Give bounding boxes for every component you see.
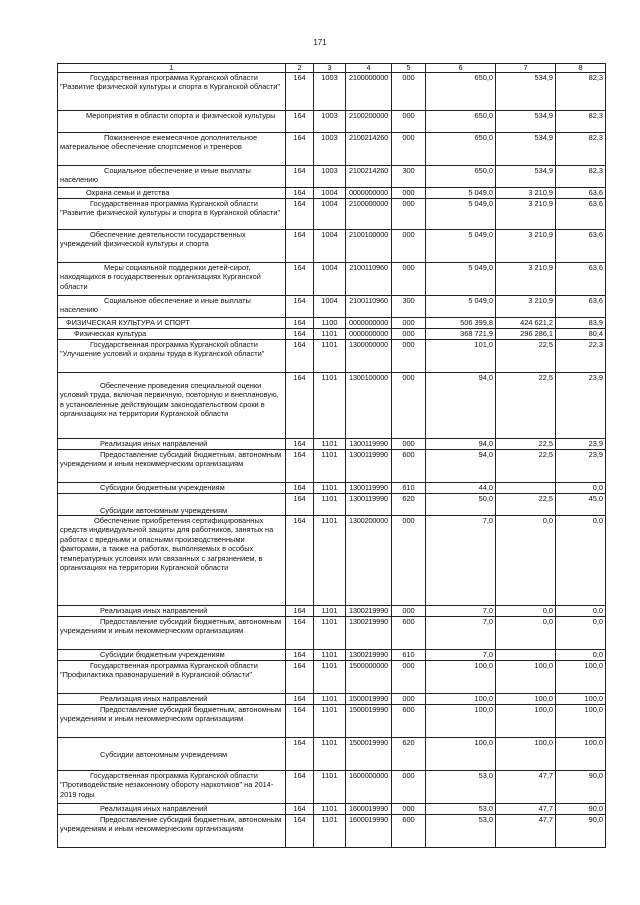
- row-name-text: Охрана семьи и детства: [86, 188, 170, 197]
- expense-type-cell: 000: [392, 439, 426, 450]
- actual-value-cell: 534,9: [496, 166, 556, 188]
- actual-value-cell: 47,7: [496, 804, 556, 815]
- target-article-cell: 1300219990: [346, 606, 392, 617]
- target-article-cell: 1600019990: [346, 804, 392, 815]
- planned-value-cell: 5 049,0: [426, 188, 496, 199]
- actual-value-cell: 22,5: [496, 439, 556, 450]
- table-row: [58, 188, 606, 199]
- actual-value-cell: 296 286,1: [496, 329, 556, 340]
- planned-value-cell: 100,0: [426, 694, 496, 705]
- row-name-cell: [58, 439, 286, 450]
- section-code-cell: 1101: [314, 516, 346, 606]
- row-name-text: Предоставление субсидий бюджетным, автономным учреждениям и иным некоммерческим организациям: [60, 450, 282, 469]
- actual-value-cell: 0,0: [496, 617, 556, 650]
- row-name-text: Обеспечение проведения специальной оценки условий труда, включая первичную, повторную и внеплановую, в установленные действующим законодательством сроки в организациях на территории Курганской области: [60, 381, 279, 419]
- row-name-cell: [58, 771, 286, 804]
- row-name-text: ФИЗИЧЕСКАЯ КУЛЬТУРА И СПОРТ: [66, 318, 190, 327]
- row-name-text: Реализация иных направлений: [100, 439, 208, 448]
- planned-value-cell: 50,0: [426, 494, 496, 516]
- admin-code-cell: 164: [286, 804, 314, 815]
- expense-type-cell: 000: [392, 73, 426, 111]
- row-name-cell: [58, 483, 286, 494]
- expense-type-cell: 000: [392, 661, 426, 694]
- section-code-cell: 1003: [314, 111, 346, 133]
- row-name-text: Обеспечение приобретения сертифицированных средств индивидуальной защиты для работников, занятых на работах с вредными и опасными производственными факторами, а также на работах, выполняемых в особых температурных условиях или связанных с загрязнением, в организациях на территории Курганской области: [60, 516, 274, 573]
- admin-code-cell: 164: [286, 263, 314, 296]
- percent-cell: 23,9: [556, 450, 606, 483]
- row-name-text: Мероприятия в области спорта и физической культуры: [86, 111, 276, 120]
- table-row: [58, 738, 606, 771]
- row-name-cell: [58, 188, 286, 199]
- section-code-cell: 1101: [314, 771, 346, 804]
- expense-type-cell: 000: [392, 199, 426, 230]
- target-article-cell: 1500019990: [346, 705, 392, 738]
- percent-cell: 82,3: [556, 111, 606, 133]
- expense-type-cell: 000: [392, 188, 426, 199]
- row-name-text: Реализация иных направлений: [100, 694, 208, 703]
- header-cell: 8: [556, 64, 606, 73]
- row-name-text: Реализация иных направлений: [100, 606, 208, 615]
- section-code-cell: 1101: [314, 694, 346, 705]
- row-name-cell: [58, 373, 286, 439]
- actual-value-cell: 534,9: [496, 133, 556, 166]
- section-code-cell: 1004: [314, 199, 346, 230]
- row-name-cell: [58, 199, 286, 230]
- expense-type-cell: 000: [392, 230, 426, 263]
- section-code-cell: 1101: [314, 494, 346, 516]
- percent-cell: 63,6: [556, 230, 606, 263]
- actual-value-cell: 47,7: [496, 771, 556, 804]
- table-row: [58, 617, 606, 650]
- percent-cell: 82,3: [556, 166, 606, 188]
- planned-value-cell: 94,0: [426, 439, 496, 450]
- row-name-cell: [58, 450, 286, 483]
- target-article-cell: 2100000000: [346, 73, 392, 111]
- table-row: [58, 73, 606, 111]
- planned-value-cell: 7,0: [426, 606, 496, 617]
- header-cell: 2: [286, 64, 314, 73]
- section-code-cell: 1101: [314, 329, 346, 340]
- table-row: [58, 694, 606, 705]
- row-name-text: Государственная программа Курганской области "Противодействие незаконному обороту наркотиков" на 2014-2019 годы: [60, 771, 274, 799]
- planned-value-cell: 7,0: [426, 617, 496, 650]
- percent-cell: 90,0: [556, 804, 606, 815]
- table-row: [58, 494, 606, 516]
- target-article-cell: 1300100000: [346, 373, 392, 439]
- target-article-cell: 2100110960: [346, 263, 392, 296]
- admin-code-cell: 164: [286, 694, 314, 705]
- row-name-cell: [58, 133, 286, 166]
- admin-code-cell: 164: [286, 133, 314, 166]
- planned-value-cell: 7,0: [426, 650, 496, 661]
- admin-code-cell: 164: [286, 439, 314, 450]
- table-header: [58, 64, 606, 73]
- planned-value-cell: 53,0: [426, 771, 496, 804]
- actual-value-cell: 47,7: [496, 815, 556, 848]
- target-article-cell: 1600000000: [346, 771, 392, 804]
- actual-value-cell: [496, 650, 556, 661]
- actual-value-cell: 22,5: [496, 340, 556, 373]
- target-article-cell: 1300119990: [346, 439, 392, 450]
- section-code-cell: 1101: [314, 606, 346, 617]
- planned-value-cell: 100,0: [426, 738, 496, 771]
- table-row: [58, 199, 606, 230]
- section-code-cell: 1101: [314, 738, 346, 771]
- expense-type-cell: 000: [392, 771, 426, 804]
- row-name-text: Социальное обеспечение и иные выплаты населению: [60, 166, 251, 185]
- header-cell: 3: [314, 64, 346, 73]
- expense-type-cell: 000: [392, 263, 426, 296]
- admin-code-cell: 164: [286, 188, 314, 199]
- section-code-cell: 1101: [314, 815, 346, 848]
- expense-type-cell: 600: [392, 705, 426, 738]
- target-article-cell: 1300119990: [346, 494, 392, 516]
- row-name-cell: [58, 166, 286, 188]
- table-row: [58, 111, 606, 133]
- table-row: [58, 516, 606, 606]
- actual-value-cell: 0,0: [496, 606, 556, 617]
- target-article-cell: 2100200000: [346, 111, 392, 133]
- percent-cell: 63,6: [556, 188, 606, 199]
- percent-cell: 82,3: [556, 133, 606, 166]
- expense-type-cell: 000: [392, 318, 426, 329]
- actual-value-cell: 3 210,9: [496, 296, 556, 318]
- section-code-cell: 1101: [314, 450, 346, 483]
- section-code-cell: 1101: [314, 804, 346, 815]
- percent-cell: 83,9: [556, 318, 606, 329]
- planned-value-cell: 100,0: [426, 705, 496, 738]
- planned-value-cell: 100,0: [426, 661, 496, 694]
- admin-code-cell: 164: [286, 450, 314, 483]
- target-article-cell: 2100214260: [346, 166, 392, 188]
- target-article-cell: 2100110960: [346, 296, 392, 318]
- expense-type-cell: 610: [392, 483, 426, 494]
- table-row: [58, 439, 606, 450]
- planned-value-cell: 650,0: [426, 111, 496, 133]
- section-code-cell: 1101: [314, 340, 346, 373]
- row-name-cell: [58, 263, 286, 296]
- header-cell: 7: [496, 64, 556, 73]
- percent-cell: 82,3: [556, 73, 606, 111]
- actual-value-cell: 3 210,9: [496, 263, 556, 296]
- table-row: [58, 230, 606, 263]
- section-code-cell: 1003: [314, 133, 346, 166]
- planned-value-cell: 650,0: [426, 73, 496, 111]
- table-row: [58, 661, 606, 694]
- section-code-cell: 1101: [314, 373, 346, 439]
- target-article-cell: 0000000000: [346, 188, 392, 199]
- actual-value-cell: 3 210,9: [496, 188, 556, 199]
- section-code-cell: 1004: [314, 230, 346, 263]
- planned-value-cell: 7,0: [426, 516, 496, 606]
- admin-code-cell: 164: [286, 494, 314, 516]
- row-name-text: Субсидии бюджетным учреждениям: [100, 483, 225, 492]
- section-code-cell: 1003: [314, 166, 346, 188]
- table-row: [58, 815, 606, 848]
- admin-code-cell: 164: [286, 483, 314, 494]
- table-row: [58, 166, 606, 188]
- row-name-cell: [58, 650, 286, 661]
- expense-type-cell: 000: [392, 111, 426, 133]
- actual-value-cell: 22,5: [496, 494, 556, 516]
- header-cell: 6: [426, 64, 496, 73]
- target-article-cell: 0000000000: [346, 318, 392, 329]
- target-article-cell: 0000000000: [346, 329, 392, 340]
- planned-value-cell: 5 049,0: [426, 199, 496, 230]
- table-row: [58, 340, 606, 373]
- table-row: [58, 771, 606, 804]
- section-code-cell: 1004: [314, 188, 346, 199]
- admin-code-cell: 164: [286, 318, 314, 329]
- actual-value-cell: 100,0: [496, 738, 556, 771]
- planned-value-cell: 650,0: [426, 166, 496, 188]
- target-article-cell: 2100100000: [346, 230, 392, 263]
- percent-cell: 0,0: [556, 617, 606, 650]
- admin-code-cell: 164: [286, 516, 314, 606]
- admin-code-cell: 164: [286, 373, 314, 439]
- expense-type-cell: 000: [392, 516, 426, 606]
- expense-type-cell: 000: [392, 694, 426, 705]
- section-code-cell: 1101: [314, 483, 346, 494]
- planned-value-cell: 368 721,9: [426, 329, 496, 340]
- table-row: [58, 296, 606, 318]
- row-name-cell: [58, 606, 286, 617]
- actual-value-cell: [496, 483, 556, 494]
- percent-cell: 90,0: [556, 771, 606, 804]
- row-name-cell: [58, 815, 286, 848]
- row-name-text: Государственная программа Курганской области "Профилактика правонарушений в Курганской области": [60, 661, 258, 680]
- admin-code-cell: 164: [286, 166, 314, 188]
- expense-type-cell: 000: [392, 804, 426, 815]
- section-code-cell: 1101: [314, 650, 346, 661]
- expense-type-cell: 620: [392, 738, 426, 771]
- row-name-text: Предоставление субсидий бюджетным, автономным учреждениям и иным некоммерческим организациям: [60, 705, 282, 724]
- target-article-cell: 2100000000: [346, 199, 392, 230]
- percent-cell: 100,0: [556, 694, 606, 705]
- actual-value-cell: 22,5: [496, 373, 556, 439]
- percent-cell: 0,0: [556, 650, 606, 661]
- target-article-cell: 2100214260: [346, 133, 392, 166]
- table-body: [58, 73, 606, 848]
- planned-value-cell: 5 049,0: [426, 230, 496, 263]
- percent-cell: 45,0: [556, 494, 606, 516]
- row-name-cell: [58, 738, 286, 771]
- row-name-cell: [58, 694, 286, 705]
- row-name-text: Физическая культура: [74, 329, 147, 338]
- row-name-text: Субсидии бюджетным учреждениям: [100, 650, 225, 659]
- percent-cell: 100,0: [556, 705, 606, 738]
- row-name-cell: [58, 318, 286, 329]
- table-row: [58, 650, 606, 661]
- percent-cell: 63,6: [556, 263, 606, 296]
- row-name-text: Предоставление субсидий бюджетным, автономным учреждениям и иным некоммерческим организациям: [60, 617, 282, 636]
- expense-type-cell: 000: [392, 329, 426, 340]
- table-row: [58, 133, 606, 166]
- expense-type-cell: 000: [392, 373, 426, 439]
- admin-code-cell: 164: [286, 650, 314, 661]
- row-name-cell: [58, 705, 286, 738]
- target-article-cell: 1500019990: [346, 694, 392, 705]
- planned-value-cell: 650,0: [426, 133, 496, 166]
- percent-cell: 90,0: [556, 815, 606, 848]
- header-cell: 5: [392, 64, 426, 73]
- row-name-text: Государственная программа Курганской области "Улучшение условий и охраны труда в Курганской области": [60, 340, 265, 359]
- percent-cell: 0,0: [556, 516, 606, 606]
- actual-value-cell: 0,0: [496, 516, 556, 606]
- admin-code-cell: 164: [286, 111, 314, 133]
- target-article-cell: 1600019990: [346, 815, 392, 848]
- target-article-cell: 1500019990: [346, 738, 392, 771]
- planned-value-cell: 94,0: [426, 373, 496, 439]
- admin-code-cell: 164: [286, 296, 314, 318]
- section-code-cell: 1101: [314, 705, 346, 738]
- percent-cell: 22,3: [556, 340, 606, 373]
- section-code-cell: 1004: [314, 296, 346, 318]
- percent-cell: 23,9: [556, 439, 606, 450]
- admin-code-cell: 164: [286, 199, 314, 230]
- actual-value-cell: 424 621,2: [496, 318, 556, 329]
- target-article-cell: 1300119990: [346, 483, 392, 494]
- row-name-cell: [58, 111, 286, 133]
- expense-type-cell: 300: [392, 296, 426, 318]
- section-code-cell: 1101: [314, 661, 346, 694]
- expense-type-cell: 000: [392, 133, 426, 166]
- table-row: [58, 705, 606, 738]
- row-name-text: Субсидии автономным учреждениям: [100, 505, 228, 515]
- percent-cell: 63,6: [556, 296, 606, 318]
- actual-value-cell: 534,9: [496, 73, 556, 111]
- actual-value-cell: 534,9: [496, 111, 556, 133]
- row-name-cell: [58, 230, 286, 263]
- table-row: [58, 318, 606, 329]
- expense-type-cell: 300: [392, 166, 426, 188]
- admin-code-cell: 164: [286, 340, 314, 373]
- row-name-text: Государственная программа Курганской области "Развитие физической культуры и спорта в Курганской области": [60, 199, 281, 218]
- expense-type-cell: 000: [392, 606, 426, 617]
- row-name-text: Государственная программа Курганской области "Развитие физической культуры и спорта в Курганской области": [60, 73, 281, 92]
- row-name-text: Предоставление субсидий бюджетным, автономным учреждениям и иным некоммерческим организациям: [60, 815, 282, 834]
- table-row: [58, 373, 606, 439]
- planned-value-cell: 53,0: [426, 804, 496, 815]
- admin-code-cell: 164: [286, 771, 314, 804]
- target-article-cell: 1300219990: [346, 617, 392, 650]
- admin-code-cell: 164: [286, 705, 314, 738]
- table-row: [58, 329, 606, 340]
- table-row: [58, 263, 606, 296]
- admin-code-cell: 164: [286, 815, 314, 848]
- planned-value-cell: 5 049,0: [426, 296, 496, 318]
- section-code-cell: 1004: [314, 263, 346, 296]
- admin-code-cell: 164: [286, 73, 314, 111]
- section-code-cell: 1101: [314, 439, 346, 450]
- section-code-cell: 1101: [314, 617, 346, 650]
- percent-cell: 0,0: [556, 606, 606, 617]
- expense-type-cell: 610: [392, 650, 426, 661]
- header-row: [58, 64, 606, 73]
- header-cell: 1: [58, 64, 286, 73]
- admin-code-cell: 164: [286, 329, 314, 340]
- expense-type-cell: 600: [392, 617, 426, 650]
- expense-type-cell: 600: [392, 815, 426, 848]
- table-row: [58, 606, 606, 617]
- row-name-cell: [58, 661, 286, 694]
- row-name-cell: [58, 804, 286, 815]
- section-code-cell: 1100: [314, 318, 346, 329]
- planned-value-cell: 53,0: [426, 815, 496, 848]
- row-name-cell: [58, 73, 286, 111]
- admin-code-cell: 164: [286, 738, 314, 771]
- admin-code-cell: 164: [286, 617, 314, 650]
- percent-cell: 80,4: [556, 329, 606, 340]
- expense-type-cell: 620: [392, 494, 426, 516]
- row-name-text: Реализация иных направлений: [100, 804, 208, 813]
- row-name-cell: [58, 617, 286, 650]
- row-name-cell: [58, 340, 286, 373]
- section-code-cell: 1003: [314, 73, 346, 111]
- admin-code-cell: 164: [286, 661, 314, 694]
- actual-value-cell: 3 210,9: [496, 230, 556, 263]
- planned-value-cell: 5 049,0: [426, 263, 496, 296]
- row-name-cell: [58, 296, 286, 318]
- target-article-cell: 1500000000: [346, 661, 392, 694]
- row-name-cell: [58, 329, 286, 340]
- actual-value-cell: 100,0: [496, 661, 556, 694]
- page-number: 171: [313, 38, 327, 47]
- actual-value-cell: 22,5: [496, 450, 556, 483]
- row-name-text: Пожизненное ежемесячное дополнительное материальное обеспечение спортсменов и тренеров: [60, 133, 258, 152]
- row-name-text: Меры социальной поддержки детей-сирот, находящихся в государственных организациях Курганской области: [60, 263, 261, 291]
- table-row: [58, 450, 606, 483]
- row-name-text: Субсидии автономным учреждениям: [100, 750, 228, 759]
- admin-code-cell: 164: [286, 230, 314, 263]
- table-row: [58, 483, 606, 494]
- target-article-cell: 1300000000: [346, 340, 392, 373]
- percent-cell: 100,0: [556, 738, 606, 771]
- percent-cell: 23,9: [556, 373, 606, 439]
- percent-cell: 0,0: [556, 483, 606, 494]
- row-name-cell: [58, 516, 286, 606]
- actual-value-cell: 100,0: [496, 705, 556, 738]
- planned-value-cell: 101,0: [426, 340, 496, 373]
- admin-code-cell: 164: [286, 606, 314, 617]
- row-name-cell: [58, 494, 286, 516]
- actual-value-cell: 3 210,9: [496, 199, 556, 230]
- percent-cell: 100,0: [556, 661, 606, 694]
- percent-cell: 63,6: [556, 199, 606, 230]
- budget-table: [57, 63, 606, 848]
- table-row: [58, 804, 606, 815]
- planned-value-cell: 506 399,8: [426, 318, 496, 329]
- target-article-cell: 1300219990: [346, 650, 392, 661]
- planned-value-cell: 94,0: [426, 450, 496, 483]
- actual-value-cell: 100,0: [496, 694, 556, 705]
- row-name-text: Обеспечение деятельности государственных учреждений физической культуры и спорта: [60, 230, 246, 249]
- target-article-cell: 1300200000: [346, 516, 392, 606]
- header-cell: 4: [346, 64, 392, 73]
- expense-type-cell: 000: [392, 340, 426, 373]
- row-name-text: Социальное обеспечение и иные выплаты населению: [60, 296, 251, 315]
- planned-value-cell: 44,0: [426, 483, 496, 494]
- expense-type-cell: 600: [392, 450, 426, 483]
- target-article-cell: 1300119990: [346, 450, 392, 483]
